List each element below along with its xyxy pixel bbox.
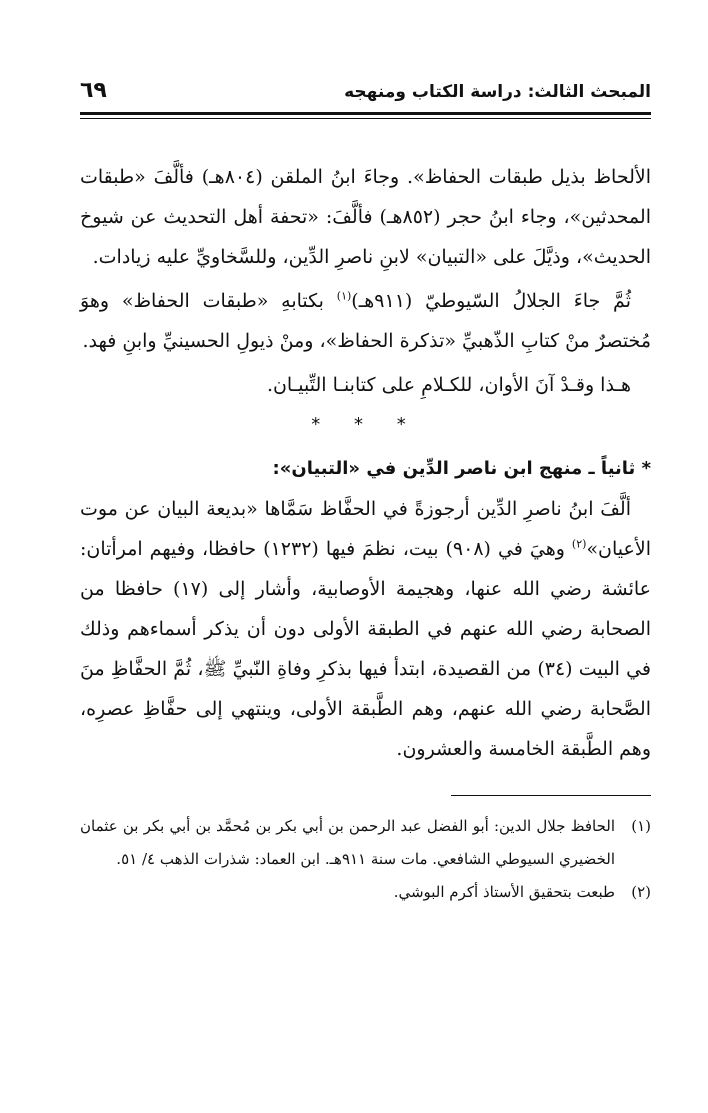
page-header [80, 78, 651, 108]
paragraph-2-start: ثُمَّ جاءَ الجلالُ السّيوطيّ (٩١١هـ) [351, 290, 631, 312]
footnote-ref-2[interactable]: (٢) [571, 537, 587, 551]
paragraph-2 [80, 281, 651, 361]
footnote-1 [80, 810, 651, 876]
paragraph-2-end: بكتابهِ «طبقات الحفاظ» وهوَ مُختصرٌ منْ كتابِ الذّهبيِّ «تذكرة الحفاظ»، ومنْ ذيولِ الحسينيِّ وابنِ فهد. [80, 290, 651, 352]
page-number: ٦٩ [80, 78, 107, 103]
main-text [80, 157, 651, 769]
paragraph-1: الألحاظ بذيل طبقات الحفاظ». وجاءَ ابنُ الملقن (٨٠٤هـ) فألَّفَ «طبقات المحدثين»، وجاء ابنُ حجر (٨٥٢هـ) فألَّفَ: «تحفة أهل التحديث عن شيوخ الحديث»، وذيَّلَ على «التبيان» لابنِ ناصرِ الدِّين، وللسَّخاويِّ عليه زيادات. [80, 166, 651, 268]
running-title: المبحث الثالث: دراسة الكتاب ومنهجه [344, 82, 651, 102]
section-paragraph-start: ألَّفَ ابنُ ناصرِ الدِّين أرجوزةً في الحفَّاظ سَمَّاها «بديعة البيان عن موت الأعيان» [80, 498, 651, 560]
section-paragraph-end: وهيَ في (٩٠٨) بيت، نظمَ فيها (١٢٣٢) حافظا، وفيهم امرأتان: عائشة رضي الله عنها، وهجيمة الأوصابية، وأشار إلى (١٧) حافظا من الصحابة رضي الله عنهم في الطبقة الأولى دون أن يذكر أسماءهم وذلك في البيت (٣٤) من القصيدة، ابتدأ فيها بذكرِ وفاةِ النّبيِّ ﷺ، ثُمَّ الحفَّاظِ منَ الصَّحابة رضي الله عنهم، وهم الطَّبقة الأولى، وينتهي إلى حفَّاظِ عصرِه، وهم الطَّبقة الخامسة والعشرون. [80, 538, 651, 760]
section-heading: * ثانياً ـ منهج ابن ناصر الدِّين في «التبيان»: [272, 458, 651, 479]
footnote-text: الحافظ جلال الدين: أبو الفضل عبد الرحمن بن أبي بكر بن مُحمَّد بن أبي بكر بن عثمان الخضيري السيوطي الشافعي. مات سنة ٩١١هـ. ابن العماد: شذرات الذهب ٤/ ٥١. [80, 817, 615, 868]
header-rule-thin [80, 118, 651, 119]
footnote-2 [80, 876, 651, 909]
footnote-number: (١) [631, 817, 651, 835]
book-page [80, 78, 651, 909]
header-rule-thick [80, 112, 651, 115]
section-paragraph [80, 489, 651, 769]
footnote-rule [451, 795, 651, 796]
paragraph-3: هـذا وقـدْ آنَ الأوان، للكـلامِ على كتابنـا التِّبيـان. [266, 374, 631, 396]
section-separator: * * * [311, 414, 420, 435]
footnotes [80, 810, 651, 909]
footnote-number: (٢) [631, 883, 651, 901]
footnote-ref-1[interactable]: (١) [336, 289, 352, 303]
footnote-text: طبعت بتحقيق الأستاذ أكرم البوشي. [393, 883, 615, 901]
